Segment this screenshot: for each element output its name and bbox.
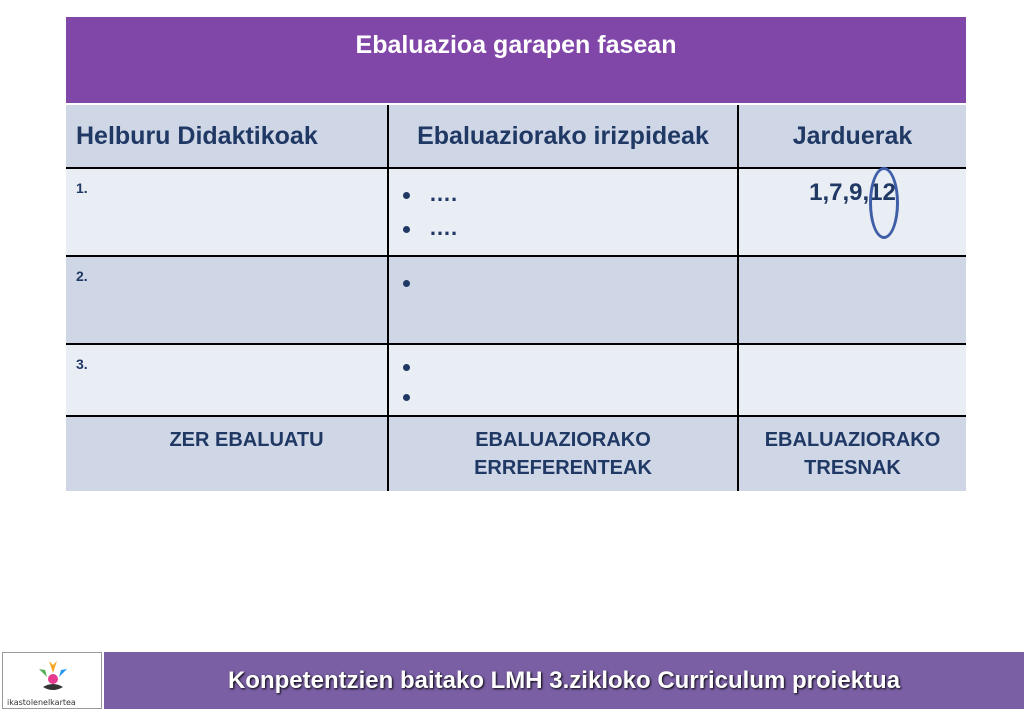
footer-row xyxy=(66,417,966,491)
footer-banner: Konpetentzien baitako LMH 3.zikloko Curriculum proiektua xyxy=(104,652,1024,709)
row-number: 3. xyxy=(76,356,88,372)
evaluation-table xyxy=(66,17,966,491)
header-criteria: Ebaluaziorako irizpideak xyxy=(389,105,739,169)
row-number: 1. xyxy=(76,180,88,196)
criteria-list xyxy=(399,353,429,413)
highlight-circle-icon xyxy=(869,167,899,239)
logo-text: ikastolenelkartea xyxy=(7,698,76,707)
criteria-item xyxy=(399,269,429,303)
table-row xyxy=(66,345,966,417)
table-title: Ebaluazioa garapen fasean xyxy=(66,17,966,105)
header-activities: Jarduerak xyxy=(739,105,966,169)
activities-value: 1,7,9,12 xyxy=(739,179,966,207)
row-number: 2. xyxy=(76,268,88,284)
flower-logo-icon xyxy=(3,653,103,698)
footer-what: ZER EBALUATU xyxy=(66,417,389,491)
header-row xyxy=(66,105,966,169)
criteria-item xyxy=(399,353,429,383)
criteria-item: …. xyxy=(399,215,457,249)
footer-tools: EBALUAZIORAKO TRESNAK xyxy=(739,417,966,491)
activities-value xyxy=(739,345,966,417)
activities-value xyxy=(739,257,966,345)
table-row xyxy=(66,169,966,257)
logo xyxy=(2,652,102,709)
criteria-item xyxy=(399,383,429,413)
footer-references: EBALUAZIORAKO ERREFERENTEAK xyxy=(389,417,739,491)
header-objectives: Helburu Didaktikoak xyxy=(66,105,389,169)
criteria-list xyxy=(399,181,457,249)
criteria-list xyxy=(399,269,429,303)
criteria-item: …. xyxy=(399,181,457,215)
table-row xyxy=(66,257,966,345)
